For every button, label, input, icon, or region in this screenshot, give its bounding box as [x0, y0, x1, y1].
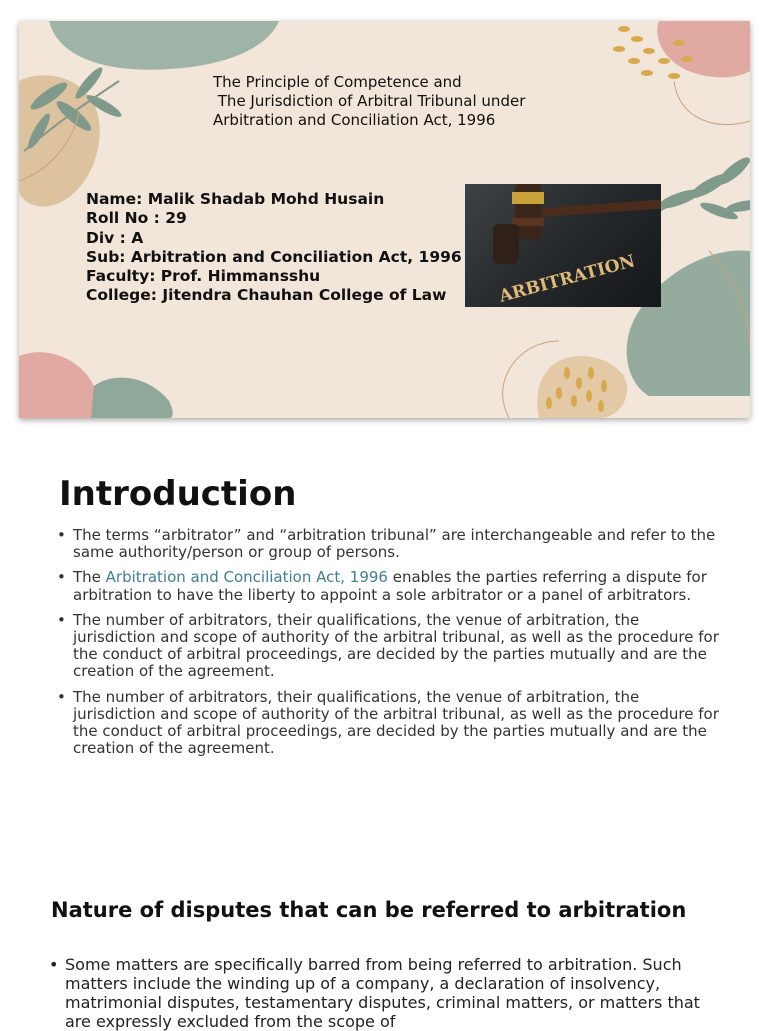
list-item: • Some matters are specifically barred from being referred to arbitration. Such matters include the winding up of a company, a declaration of insolvency, matrimonial disputes, testamentary disputes, criminal matters, or matters that are expressly excluded from the scope of	[49, 955, 729, 1031]
nature-list	[49, 955, 729, 1031]
division: Div : A	[86, 228, 144, 247]
cover-slide	[19, 21, 750, 418]
college: College: Jitendra Chauhan College of Law	[86, 286, 447, 305]
svg-text:ARBITRATION: ARBITRATION	[497, 251, 638, 307]
list-item: • The terms “arbitrator” and “arbitration tribunal” are interchangeable and refer to the same authority/person or group of persons.	[57, 527, 725, 561]
faculty: Faculty: Prof. Himmansshu	[86, 267, 321, 286]
student-info	[86, 190, 462, 306]
subject: Sub: Arbitration and Conciliation Act, 1996	[86, 247, 462, 266]
cover-title: The Principle of Competence and The Jurisdiction of Arbitral Tribunal under Arbitration and Conciliation Act, 1996	[213, 73, 526, 129]
roll-number: Roll No : 29	[86, 209, 187, 228]
list-item: • The Arbitration and Conciliation Act, 1996 enables the parties referring a dispute for arbitration to have the liberty to appoint a sole arbitrator or a panel of arbitrators.	[57, 569, 725, 603]
arbitration-text-graphic	[465, 184, 661, 307]
arbitration-photo	[465, 184, 661, 307]
list-item: • The number of arbitrators, their qualifications, the venue of arbitration, the jurisdiction and scope of authority of the arbitral tribunal, as well as the procedure for the conduct of arbitral proceedings, are decided by the parties mutually and are the creation of the agreement.	[57, 612, 725, 681]
introduction-heading: Introduction	[59, 474, 297, 514]
student-name: Name: Malik Shadab Mohd Husain	[86, 190, 385, 208]
act-link[interactable]: Arbitration and Conciliation Act, 1996	[105, 568, 388, 587]
introduction-list	[57, 527, 725, 765]
list-item: • The number of arbitrators, their qualifications, the venue of arbitration, the jurisdiction and scope of authority of the arbitral tribunal, as well as the procedure for the conduct of arbitral proceedings, are decided by the parties mutually and are the creation of the agreement.	[57, 689, 725, 758]
nature-heading: Nature of disputes that can be referred to arbitration	[51, 898, 687, 922]
